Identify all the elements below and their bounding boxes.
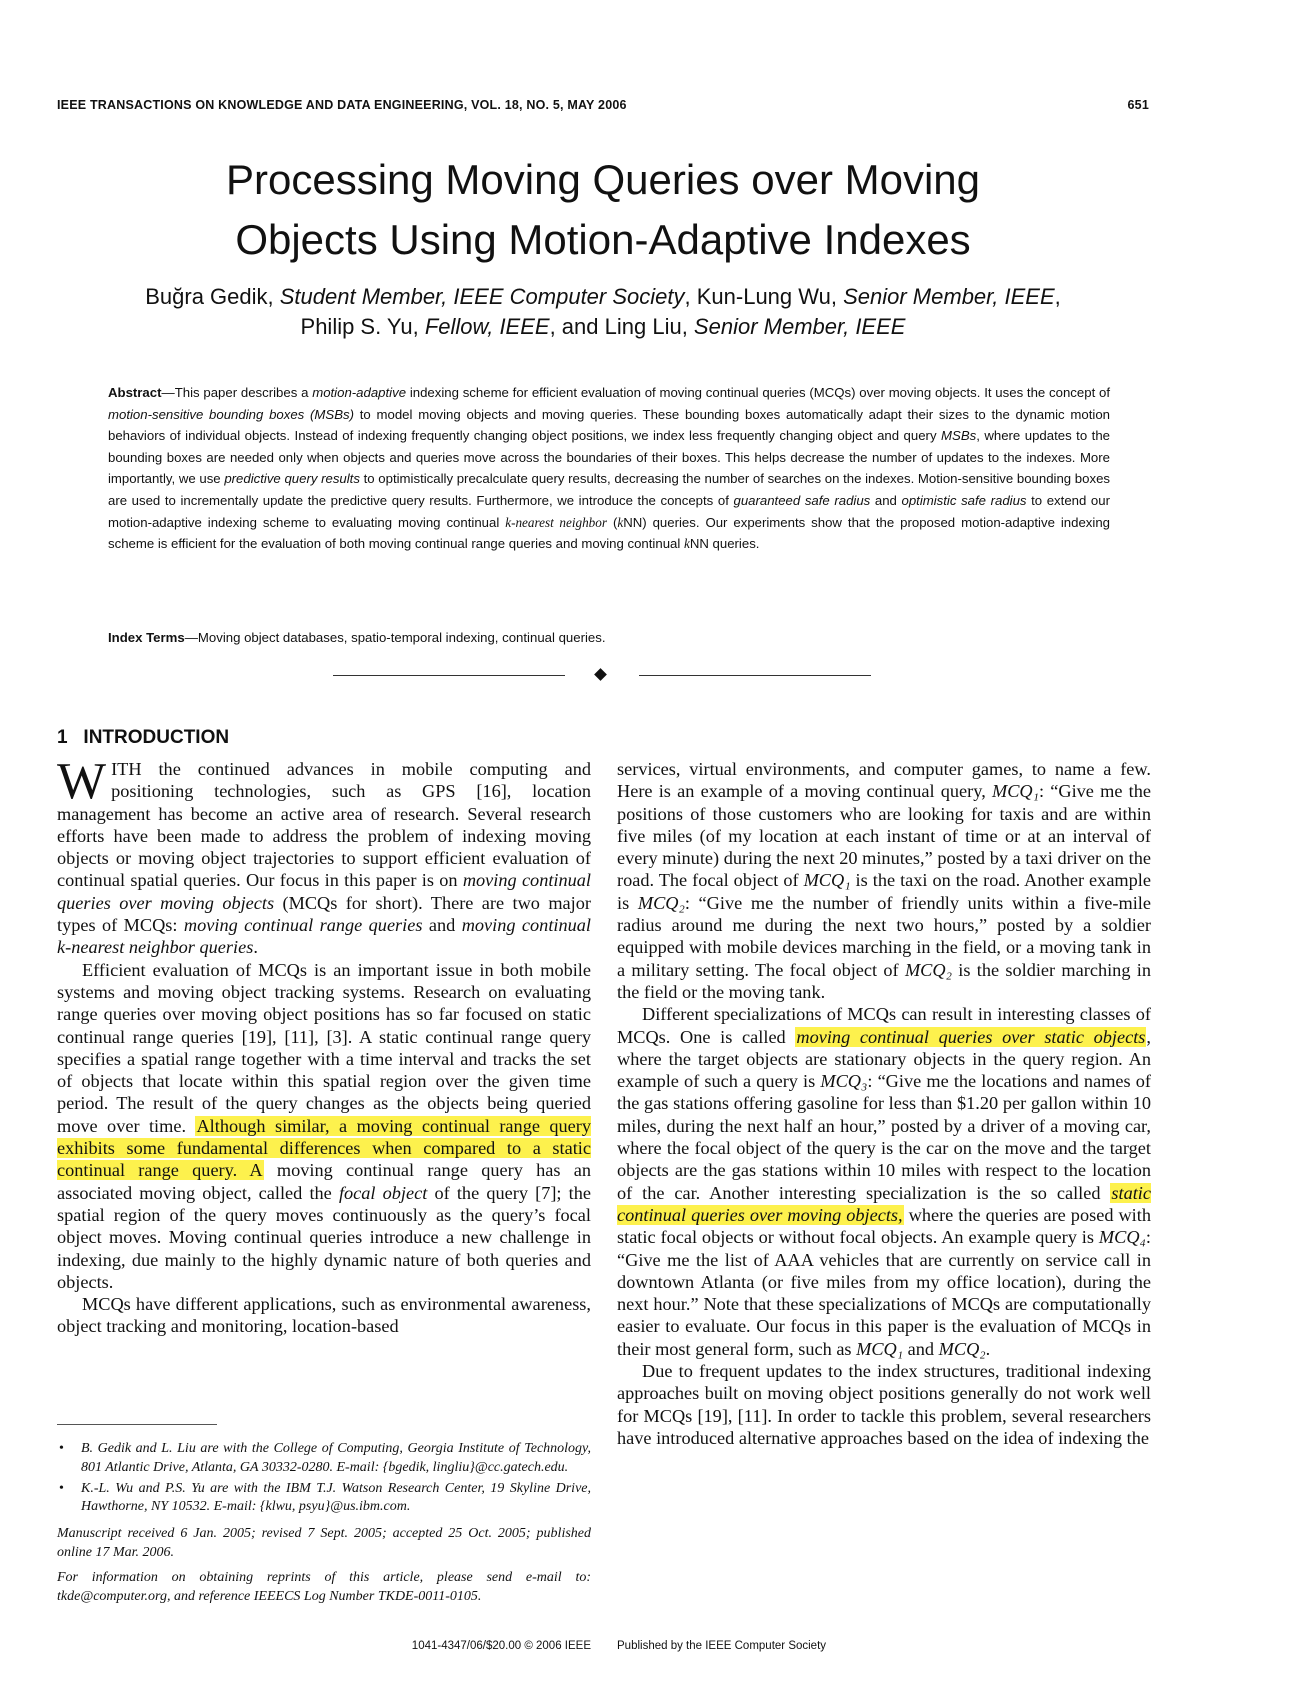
highlighted-text — [795, 1027, 1146, 1047]
bullet-icon: • — [59, 1480, 64, 1496]
abstract-emphasis: MSBs — [941, 428, 977, 444]
body-text: (MCQs for short). There are two major types of MCQs: — [57, 892, 591, 936]
body-emphasis: static continual queries over moving objects, — [617, 1182, 1151, 1225]
body-text: services, virtual environments, and computer games, to name a few. Here is an example of a moving continual query, — [617, 759, 1151, 802]
publisher-line: Published by the IEEE Computer Society — [617, 1640, 827, 1652]
abstract-emphasis: k — [683, 536, 690, 552]
body-text: moving continual range query has an associated moving object, called the — [57, 1160, 591, 1203]
author-affiliation: Fellow, IEEE — [424, 314, 550, 339]
diamond-icon — [594, 668, 607, 681]
author-name: Ling Liu, — [604, 314, 694, 339]
body-emphasis: moving continual queries over moving objects — [57, 870, 591, 913]
abstract — [108, 382, 1110, 555]
author-affiliation: Student Member, IEEE Computer Society — [279, 284, 685, 309]
right-column — [617, 758, 1151, 1449]
body-text: : “Give me the number of friendly units within a five-mile radius around me during the next two hours,” posted by a soldier equipped with mobile devices marching in the field, or a moving tank in a military setting. The focal object of — [617, 892, 1151, 980]
body-text: . — [253, 937, 258, 958]
abstract-text: —This paper describes a — [161, 385, 313, 400]
footnote — [57, 1480, 591, 1518]
journal-name: IEEE TRANSACTIONS ON KNOWLEDGE AND DATA ENGINEERING, VOL. 18, NO. 5, MAY 2006 — [57, 98, 627, 112]
abstract-text: to optimistically precalculate query results, decreasing the number of searches on the indexes. Motion-sensitive bounding boxes are used to incrementally update the predictive query results. Furthermore, we introduce the concepts of — [108, 471, 1110, 508]
abstract-text: to model moving objects and moving queries. These bounding boxes automatically adapt their sizes to the dynamic motion behaviors of individual objects. Instead of indexing frequently changing object positions, we index less frequently changing object and query — [108, 406, 1110, 444]
body-text: and — [903, 1338, 939, 1359]
abstract-text: indexing scheme for efficient evaluation of moving continual queries (MCQs) over moving objects. It uses the concept of — [406, 385, 1110, 400]
body-text: MCQs have different applications, such as environmental awareness, object tracking and monitoring, location-based — [57, 1294, 591, 1337]
separator-rule-left — [333, 675, 565, 676]
paper-title — [70, 150, 1136, 270]
query-name: MCQ₄ — [1098, 1227, 1146, 1248]
query-name: MCQ₃ — [820, 1071, 868, 1092]
body-emphasis: moving continual queries over static objects — [796, 1026, 1146, 1047]
index-terms-label: Index Terms — [108, 630, 185, 645]
author-separator: , and — [549, 314, 605, 339]
abstract-emphasis: k — [617, 514, 624, 530]
abstract-text: NN) queries. Our experiments show that the proposed motion-adaptive indexing scheme is efficient for the evaluation of both moving continual range queries and moving continual — [108, 514, 1110, 552]
left-column — [57, 753, 592, 1338]
body-emphasis: moving continual k-nearest neighbor queries — [57, 915, 591, 958]
small-cap-text: ITH — [111, 759, 142, 779]
abstract-emphasis: k-nearest neighbor — [505, 514, 607, 530]
drop-cap: W — [57, 753, 107, 810]
author-name: Buğra Gedik, — [145, 284, 280, 309]
body-text: is the soldier marching in the field or the moving tank. — [617, 959, 1151, 1002]
body-text: . — [985, 1338, 991, 1359]
section-heading — [57, 727, 229, 749]
footnote-text: K.-L. Wu and P.S. Yu are with the IBM T.J. Watson Research Center, 19 Skyline Drive, Hawthorne, NY 10532. E-mail: {klwu, psyu}@us.ibm.com. — [81, 1480, 591, 1515]
manuscript-dates: Manuscript received 6 Jan. 2005; revised 7 Sept. 2005; accepted 25 Oct. 2005; published online 17 Mar. 2006. — [57, 1526, 591, 1560]
author-separator: , — [1054, 284, 1061, 309]
section-title-initial: I — [83, 727, 89, 748]
footnotes — [57, 1440, 591, 1606]
paragraph — [617, 1003, 1151, 1360]
body-text: Different specializations of MCQs can result in interesting classes of MCQs. One is called — [617, 1004, 1151, 1047]
author-line-2 — [70, 312, 1136, 342]
paragraph — [57, 753, 591, 959]
query-name: MCQ₁ — [856, 1338, 904, 1359]
abstract-emphasis: guaranteed safe radius — [733, 492, 871, 508]
highlighted-text: Although similar, a moving continual range query exhibits some fundamental differences when compared to a static continual range query. A — [57, 1115, 592, 1181]
author-name: Kun-Lung Wu, — [696, 284, 844, 309]
index-terms-text: —Moving object databases, spatio-temporal indexing, continual queries. — [184, 630, 606, 645]
body-emphasis: focal object — [338, 1182, 428, 1203]
body-text: Due to frequent updates to the index structures, traditional indexing approaches built on moving object positions generally do not work well for MCQs [19], [11]. In order to tackle this problem, several researchers have introduced alternative approaches based on the idea of indexing the — [617, 1361, 1151, 1448]
abstract-emphasis: predictive query results — [224, 471, 360, 487]
bullet-icon: • — [59, 1441, 64, 1456]
page-number: 651 — [1127, 98, 1149, 112]
abstract-label: Abstract — [108, 385, 162, 400]
issn-line: 1041-4347/06/$20.00 © 2006 IEEE — [411, 1640, 591, 1652]
abstract-text: to extend our motion-adaptive indexing scheme to evaluating moving continual — [108, 492, 1110, 530]
body-text: , where the target objects are stationary objects in the query region. An example of such a query is — [617, 1026, 1151, 1092]
query-name: MCQ₁ — [803, 870, 851, 891]
title-line-2: Objects Using Motion-Adaptive Indexes — [235, 216, 971, 263]
body-text: : “Give me the locations and names of the gas stations offering gasoline for less than $1.20 per gallon within 10 miles, during the next half an hour,” posted by a driver of a moving car, where the focal object of the query is the car on the move and the target objects are the gas stations within 10 miles with respect to the location of the car. Another interesting specialization is the so called — [617, 1071, 1151, 1203]
body-text: is the taxi on the road. Another example is — [617, 870, 1151, 913]
footnote — [57, 1440, 591, 1478]
reprint-info: For information on obtaining reprints of this article, please send e-mail to: tkde@computer.org, and reference IEEECS Log Number TKDE-0011-0105. — [57, 1569, 591, 1604]
query-name: MCQ₂ — [904, 959, 952, 980]
body-text: and — [422, 915, 462, 936]
body-text: where the queries are posed with static focal objects or without focal objects. An example query is — [617, 1204, 1151, 1248]
query-name: MCQ₁ — [992, 781, 1039, 802]
abstract-text: NN queries. — [689, 536, 760, 552]
abstract-emphasis: motion-adaptive — [312, 385, 407, 400]
body-emphasis: moving continual range queries — [183, 915, 423, 936]
author-separator: , — [684, 284, 697, 309]
author-affiliation: Senior Member, IEEE — [843, 284, 1055, 309]
separator-rule-right — [639, 675, 871, 676]
body-text: Efficient evaluation of MCQs is an important issue in both mobile systems and moving object tracking systems. Research on evaluating range queries over moving object positions has so far focused on static continual range queries [19], [11], [3]. A static continual range query specifies a spatial range together with a time interval and tracks the set of objects that locate within this spatial region over the given time period. The result of the query changes as the objects being queried move over time. — [57, 959, 591, 1136]
paragraph — [57, 1293, 591, 1338]
paragraph — [57, 959, 591, 1293]
footnote-rule — [57, 1424, 217, 1425]
section-title-rest: NTRODUCTION — [88, 727, 230, 748]
author-list — [70, 282, 1136, 342]
query-name: MCQ₂ — [637, 892, 685, 913]
body-text: the continued advances in mobile computing and positioning technologies, such as GPS [16], location management has become an active area of research. Several research efforts have been made to address the problem of indexing moving objects or moving object trajectories to support efficient evaluation of continual spatial queries. Our focus in this paper is on — [57, 759, 591, 891]
abstract-emphasis: motion-sensitive bounding boxes (MSBs) — [108, 406, 354, 422]
abstract-emphasis: optimistic safe radius — [901, 492, 1027, 508]
index-terms — [108, 628, 1110, 648]
abstract-text: , where updates to the bounding boxes are needed only when objects and queries move across the boundaries of their boxes. This helps decrease the number of updates to the indexes. More importantly, we use — [108, 428, 1110, 487]
author-name: Philip S. Yu, — [300, 314, 425, 339]
title-line-1: Processing Moving Queries over Moving — [226, 156, 980, 203]
section-separator — [333, 666, 871, 686]
abstract-text: ( — [607, 514, 618, 530]
abstract-text: and — [870, 492, 902, 508]
author-line-1 — [70, 282, 1136, 312]
body-text: : “Give me the positions of those customers who are looking for taxis and are within five miles (of my location at each instant of time or at an interval of every minute) during the next 20 minutes,” posted by a taxi driver on the road. The focal object of — [617, 781, 1152, 891]
footnote-text: B. Gedik and L. Liu are with the College of Computing, Georgia Institute of Technology, 801 Atlantic Drive, Atlanta, GA 30332-0280. E-mail: {bgedik, lingliu}@cc.gatech.edu. — [81, 1441, 591, 1475]
paragraph — [617, 758, 1151, 1003]
query-name: MCQ₂ — [938, 1338, 986, 1359]
section-number: 1 — [57, 727, 68, 748]
paragraph — [617, 1360, 1151, 1449]
running-header — [57, 98, 1149, 118]
body-text: : “Give me the list of AAA vehicles that are currently on service call in downtown Atlanta (or five miles from my office location), during the next hour.” Note that these specializations of MCQs are computationally easier to evaluate. Our focus in this paper is the evaluation of MCQs in their most general form, such as — [617, 1227, 1151, 1359]
body-text: of the query [7]; the spatial region of the query moves continuously as the query’s focal object moves. Moving continual queries introduce a new challenge in indexing, due mainly to the highly dynamic nature of both queries and objects. — [57, 1182, 591, 1292]
author-affiliation: Senior Member, IEEE — [693, 314, 906, 339]
